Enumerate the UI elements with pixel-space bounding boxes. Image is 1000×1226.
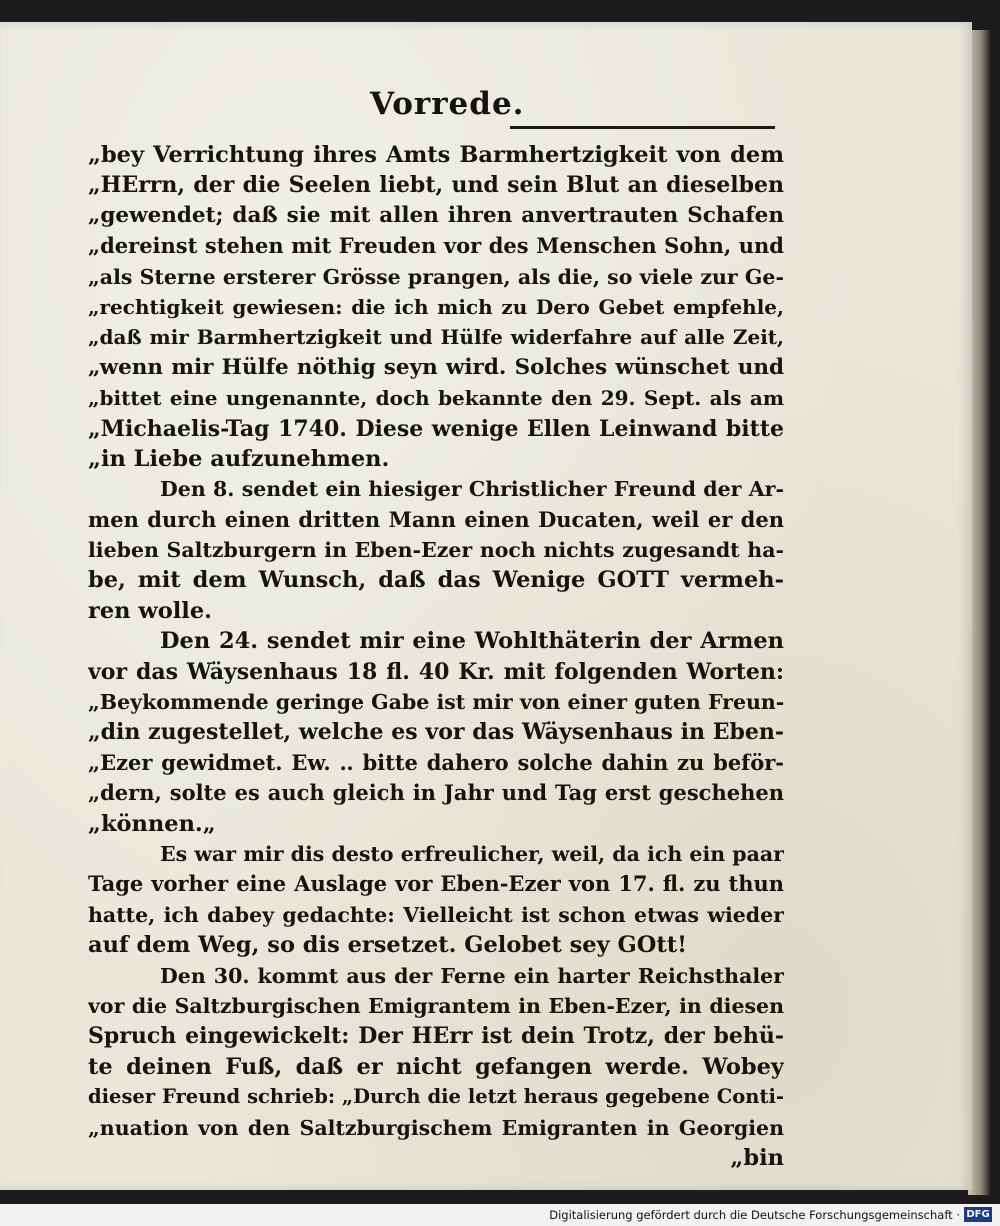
text-line: „in Liebe aufzunehmen. — [88, 445, 390, 472]
text-line: „Beykommende geringe Gabe ist mir von einer guten Freun- — [88, 690, 784, 715]
text-line: Es war mir dis desto erfreulicher, weil, da ich ein paar — [160, 841, 784, 866]
text-line: auf dem Weg, so dis ersetzet. Gelobet sey GOtt! — [88, 932, 687, 959]
text-line: „können.„ — [88, 810, 216, 837]
text-line: „Ezer gewidmet. Ew. ‥ bitte dahero solche dahin zu beför- — [88, 749, 784, 775]
page-header — [90, 80, 780, 130]
text-line: Den 8. sendet ein hiesiger Christlicher Freund der Ar- — [160, 477, 784, 502]
text-line: „HErrn, der die Seelen liebt, und sein Blut an dieselben — [88, 172, 784, 199]
text-line: „bittet eine ungenannte, doch bekannte den 29. Sept. als am — [88, 386, 784, 411]
text-line: „daß mir Barmhertzigkeit und Hülfe widerfahre auf alle Zeit, — [88, 325, 784, 350]
text-line: Tage vorher eine Auslage vor Eben-Ezer von 17. fl. zu thun — [88, 871, 784, 897]
text-line: „bin — [730, 1144, 784, 1171]
text-line: be, mit dem Wunsch, daß das Wenige GOTT vermeh- — [88, 567, 784, 594]
text-line: Den 30. kommt aus der Ferne ein harter Reichsthaler — [160, 963, 784, 988]
text-line: „Michaelis-Tag 1740. Diese wenige Ellen Leinwand bitte — [88, 415, 784, 442]
text-line: vor die Saltzburgischen Emigrantem in Eben-Ezer, in diesen — [88, 993, 784, 1018]
text-line: dieser Freund schrieb: „Durch die letzt heraus gegebene Conti- — [88, 1085, 784, 1109]
text-line: te deinen Fuß, daß er nicht gefangen werde. Wobey — [88, 1053, 784, 1080]
text-line: „din zugestellet, welche es vor das Wäysenhaus in Eben- — [88, 719, 784, 746]
dfg-logo: DFG — [964, 1207, 992, 1222]
text-line: „gewendet; daß sie mit allen ihren anvertrauten Schafen — [88, 202, 784, 228]
text-line: „als Sterne ersterer Grösse prangen, als die, so viele zur Ge- — [88, 264, 784, 289]
funding-credit: Digitalisierung gefördert durch die Deutsche Forschungsgemeinschaft · — [549, 1208, 960, 1222]
text-line: vor das Wäysenhaus 18 fl. 40 Kr. mit folgenden Worten: — [88, 658, 784, 685]
text-line: lieben Saltzburgern in Eben-Ezer noch nichts zugesandt ha- — [88, 538, 784, 563]
footer-bar — [0, 1204, 1000, 1226]
text-line: „rechtigkeit gewiesen: die ich mich zu Dero Gebet empfehle, — [88, 294, 784, 319]
text-line: „dern, solte es auch gleich in Jahr und Tag erst geschehen — [88, 780, 784, 806]
text-line: men durch einen dritten Mann einen Ducaten, weil er den — [88, 506, 784, 532]
text-line: Spruch eingewickelt: Der HErr ist dein Trotz, der behü- — [88, 1023, 784, 1050]
text-line: Den 24. sendet mir eine Wohlthäterin der Armen — [160, 628, 784, 655]
scanned-page — [0, 22, 972, 1190]
text-line: hatte, ich dabey gedachte: Vielleicht ist schon etwas wieder — [88, 902, 784, 927]
text-line: „wenn mir Hülfe nöthig seyn wird. Solches wünschet und — [88, 354, 784, 380]
header-rule — [510, 126, 775, 129]
text-line: ren wolle. — [88, 597, 212, 624]
text-line: „bey Verrichtung ihres Amts Barmhertzigkeit von dem — [88, 142, 784, 168]
text-line: „dereinst stehen mit Freuden vor des Menschen Sohn, und — [88, 233, 784, 259]
running-head: Vorrede. — [370, 86, 525, 122]
text-line: „nuation von den Saltzburgischem Emigranten in Georgien — [88, 1115, 784, 1140]
body-text — [88, 140, 784, 1173]
